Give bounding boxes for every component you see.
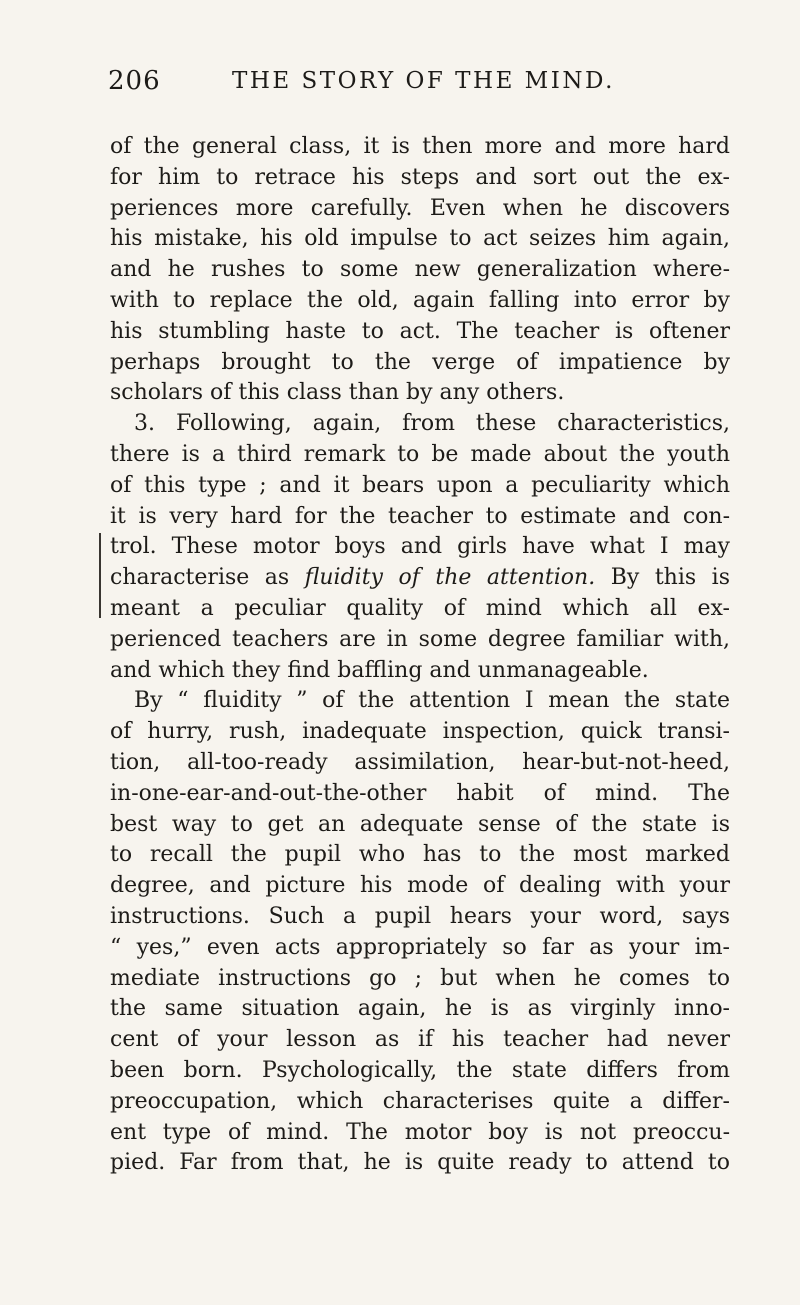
text-line: mediate instructions go ; but when he comes to	[110, 965, 730, 991]
text-line: been born. Psychologically, the state differs from	[110, 1057, 730, 1083]
text-line: of hurry, rush, inadequate inspection, quick transi-	[110, 719, 730, 745]
text-line: of this type ; and it bears upon a peculiarity which	[110, 472, 730, 498]
text-line: for him to retrace his steps and sort out the ex-	[110, 164, 730, 190]
text-line: trol. These motor boys and girls have what I may	[110, 534, 730, 560]
margin-mark	[99, 533, 101, 618]
text-line: cent of your lesson as if his teacher had never	[110, 1027, 730, 1053]
text-line: preoccupation, which characterises quite a differ-	[110, 1088, 730, 1114]
text-line: in-one-ear-and-out-the-other habit of mind. The	[110, 780, 730, 806]
text-line: there is a third remark to be made about the youth	[110, 441, 730, 467]
text-line: his mistake, his old impulse to act seizes him again,	[110, 226, 730, 252]
text-line: and he rushes to some new generalization where-	[110, 257, 730, 283]
text-line: the same situation again, he is as virginly inno-	[110, 996, 730, 1022]
text-line: tion, all-too-ready assimilation, hear-but-not-heed,	[110, 749, 730, 775]
text-line: characterise as fluidity of the attention. By this is	[110, 565, 730, 591]
text-line: best way to get an adequate sense of the state is	[110, 811, 730, 837]
text-line: scholars of this class than by any others.	[110, 380, 565, 406]
text-line: ent type of mind. The motor boy is not preoccu-	[110, 1119, 730, 1145]
text-line: periences more carefully. Even when he discovers	[110, 195, 730, 221]
text-line: and which they find baffling and unmanageable.	[110, 657, 649, 683]
running-title: THE STORY OF THE MIND.	[232, 68, 615, 94]
text-line: “ yes,” even acts appropriately so far as your im-	[110, 934, 730, 960]
text-line: pied. Far from that, he is quite ready to attend to	[110, 1150, 730, 1176]
text-line: to recall the pupil who has to the most marked	[110, 842, 730, 868]
text-line: meant a peculiar quality of mind which all ex-	[110, 595, 730, 621]
text-line: By “ fluidity ” of the attention I mean the state	[134, 688, 730, 714]
text-line: his stumbling haste to act. The teacher is oftener	[110, 318, 730, 344]
text-line: 3. Following, again, from these characteristics,	[134, 411, 730, 437]
text-line: perhaps brought to the verge of impatience by	[110, 349, 730, 375]
text-line: instructions. Such a pupil hears your word, says	[110, 903, 730, 929]
page-header	[108, 66, 728, 106]
text-line: with to replace the old, again falling into error by	[110, 287, 730, 313]
text-line: it is very hard for the teacher to estimate and con-	[110, 503, 730, 529]
text-line: degree, and picture his mode of dealing with your	[110, 873, 730, 899]
emphasis: fluidity of the attention.	[304, 565, 596, 591]
text-line: perienced teachers are in some degree familiar with,	[110, 626, 730, 652]
body-text	[110, 132, 730, 1179]
text-line: of the general class, it is then more and more hard	[110, 134, 730, 159]
page-number: 206	[108, 66, 161, 96]
